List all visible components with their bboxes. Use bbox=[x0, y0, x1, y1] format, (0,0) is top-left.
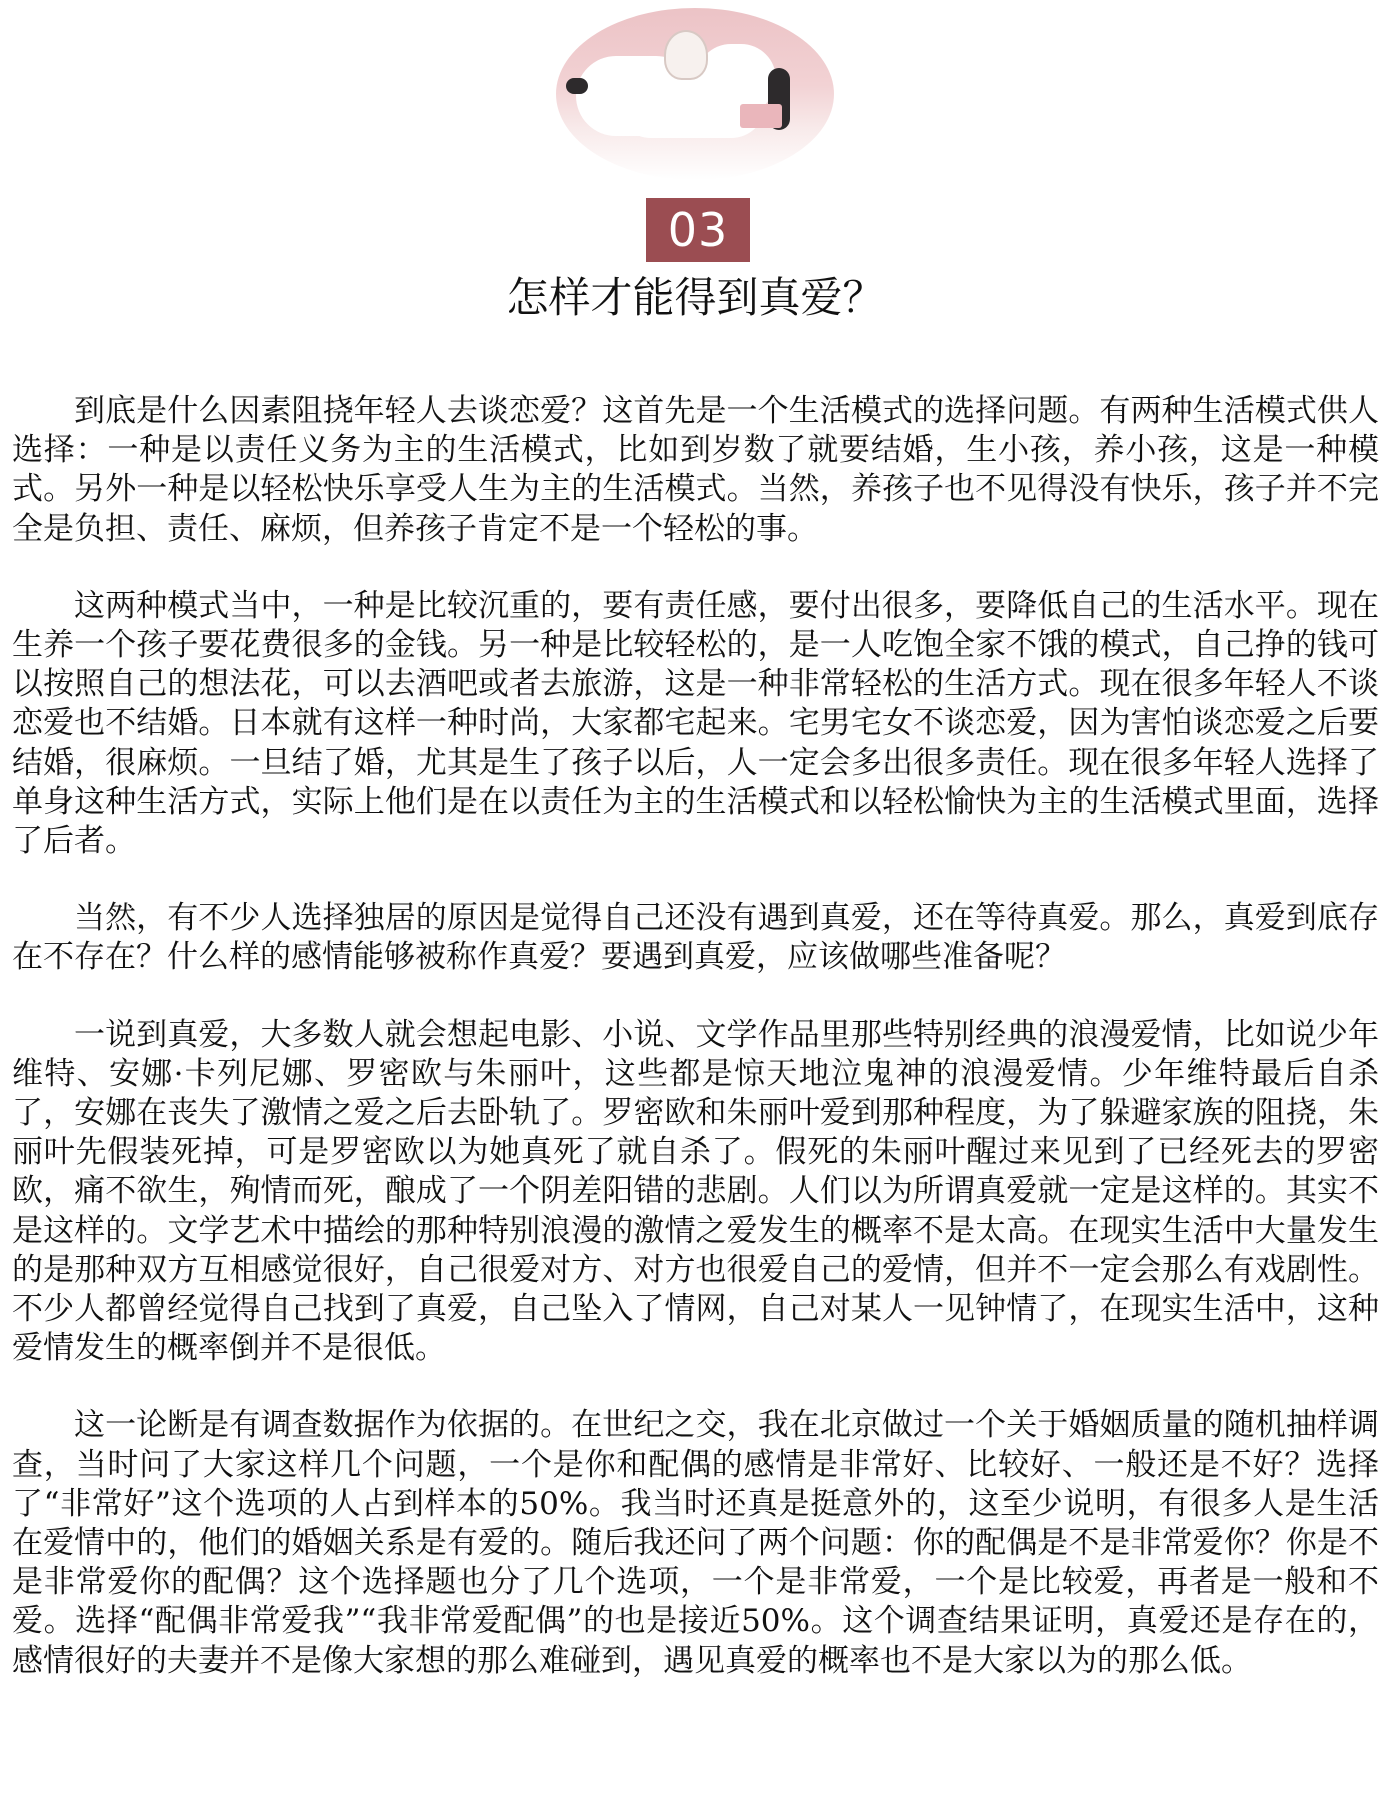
paragraph: 到底是什么因素阻挠年轻人去谈恋爱？这首先是一个生活模式的选择问题。有两种生活模式供人选择：一种是以责任义务为主的生活模式，比如到岁数了就要结婚，生小孩，养小孩，这是一种模式。另外一种是以轻松快乐享受人生为主的生活模式。当然，养孩子也不见得没有快乐，孩子并不完全是负担、责任、麻烦，但养孩子肯定不是一个轻松的事。 bbox=[12, 393, 1379, 547]
illustration-figure bbox=[664, 30, 708, 80]
paragraph: 一说到真爱，大多数人就会想起电影、小说、文学作品里那些特别经典的浪漫爱情，比如说少年维特、安娜·卡列尼娜、罗密欧与朱丽叶，这些都是惊天地泣鬼神的浪漫爱情。少年维特最后自杀了，安娜在丧失了激情之爱之后去卧轨了。罗密欧和朱丽叶爱到那种程度，为了躲避家族的阻挠，朱丽叶先假装死掉，可是罗密欧以为她真死了就自杀了。假死的朱丽叶醒过来见到了已经死去的罗密欧，痛不欲生，殉情而死，酿成了一个阴差阳错的悲剧。人们以为所谓真爱就一定是这样的。其实不是这样的。文学艺术中描绘的那种特别浪漫的激情之爱发生的概率不是太高。在现实生活中大量发生的是那种双方互相感觉很好，自己很爱对方、对方也很爱自己的爱情，但并不一定会那么有戏剧性。不少人都曾经觉得自己找到了真爱，自己坠入了情网，自己对某人一见钟情了，在现实生活中，这种爱情发生的概率倒并不是很低。 bbox=[12, 1016, 1379, 1367]
illustration-dark-shape bbox=[566, 78, 588, 94]
paragraph: 当然，有不少人选择独居的原因是觉得自己还没有遇到真爱，还在等待真爱。那么，真爱到底存在不存在？什么样的感情能够被称作真爱？要遇到真爱，应该做哪些准备呢？ bbox=[12, 900, 1379, 976]
article-title: 怎样才能得到真爱？ bbox=[506, 273, 885, 322]
paragraph: 这一论断是有调查数据作为依据的。在世纪之交，我在北京做过一个关于婚姻质量的随机抽样调查，当时问了大家这样几个问题，一个是你和配偶的感情是非常好、比较好、一般还是不好？选择了“非常好”这个选项的人占到样本的50%。我当时还真是挺意外的，这至少说明，有很多人是生活在爱情中的，他们的婚姻关系是有爱的。随后我还问了两个问题：你的配偶是不是非常爱你？你是不是非常爱你的配偶？这个选择题也分了几个选项，一个是非常爱，一个是比较爱，再者是一般和不爱。选择“配偶非常爱我”“我非常爱配偶”的也是接近50%。这个调查结果证明，真爱还是存在的，感情很好的夫妻并不是像大家想的那么难碰到，遇见真爱的概率也不是大家以为的那么低。 bbox=[12, 1407, 1379, 1679]
paragraph: 这两种模式当中，一种是比较沉重的，要有责任感，要付出很多，要降低自己的生活水平。现在生养一个孩子要花费很多的金钱。另一种是比较轻松的，是一人吃饱全家不饿的模式，自己挣的钱可以按照自己的想法花，可以去酒吧或者去旅游，这是一种非常轻松的生活方式。现在很多年轻人不谈恋爱也不结婚。日本就有这样一种时尚，大家都宅起来。宅男宅女不谈恋爱，因为害怕谈恋爱之后要结婚，很麻烦。一旦结了婚，尤其是生了孩子以后，人一定会多出很多责任。现在很多年轻人选择了单身这种生活方式，实际上他们是在以责任为主的生活模式和以轻松愉快为主的生活模式里面，选择了后者。 bbox=[12, 587, 1379, 860]
header-illustration bbox=[556, 8, 834, 180]
article-body bbox=[12, 392, 1379, 1719]
illustration-pink-block bbox=[740, 104, 782, 128]
section-number-badge: 03 bbox=[646, 198, 750, 262]
